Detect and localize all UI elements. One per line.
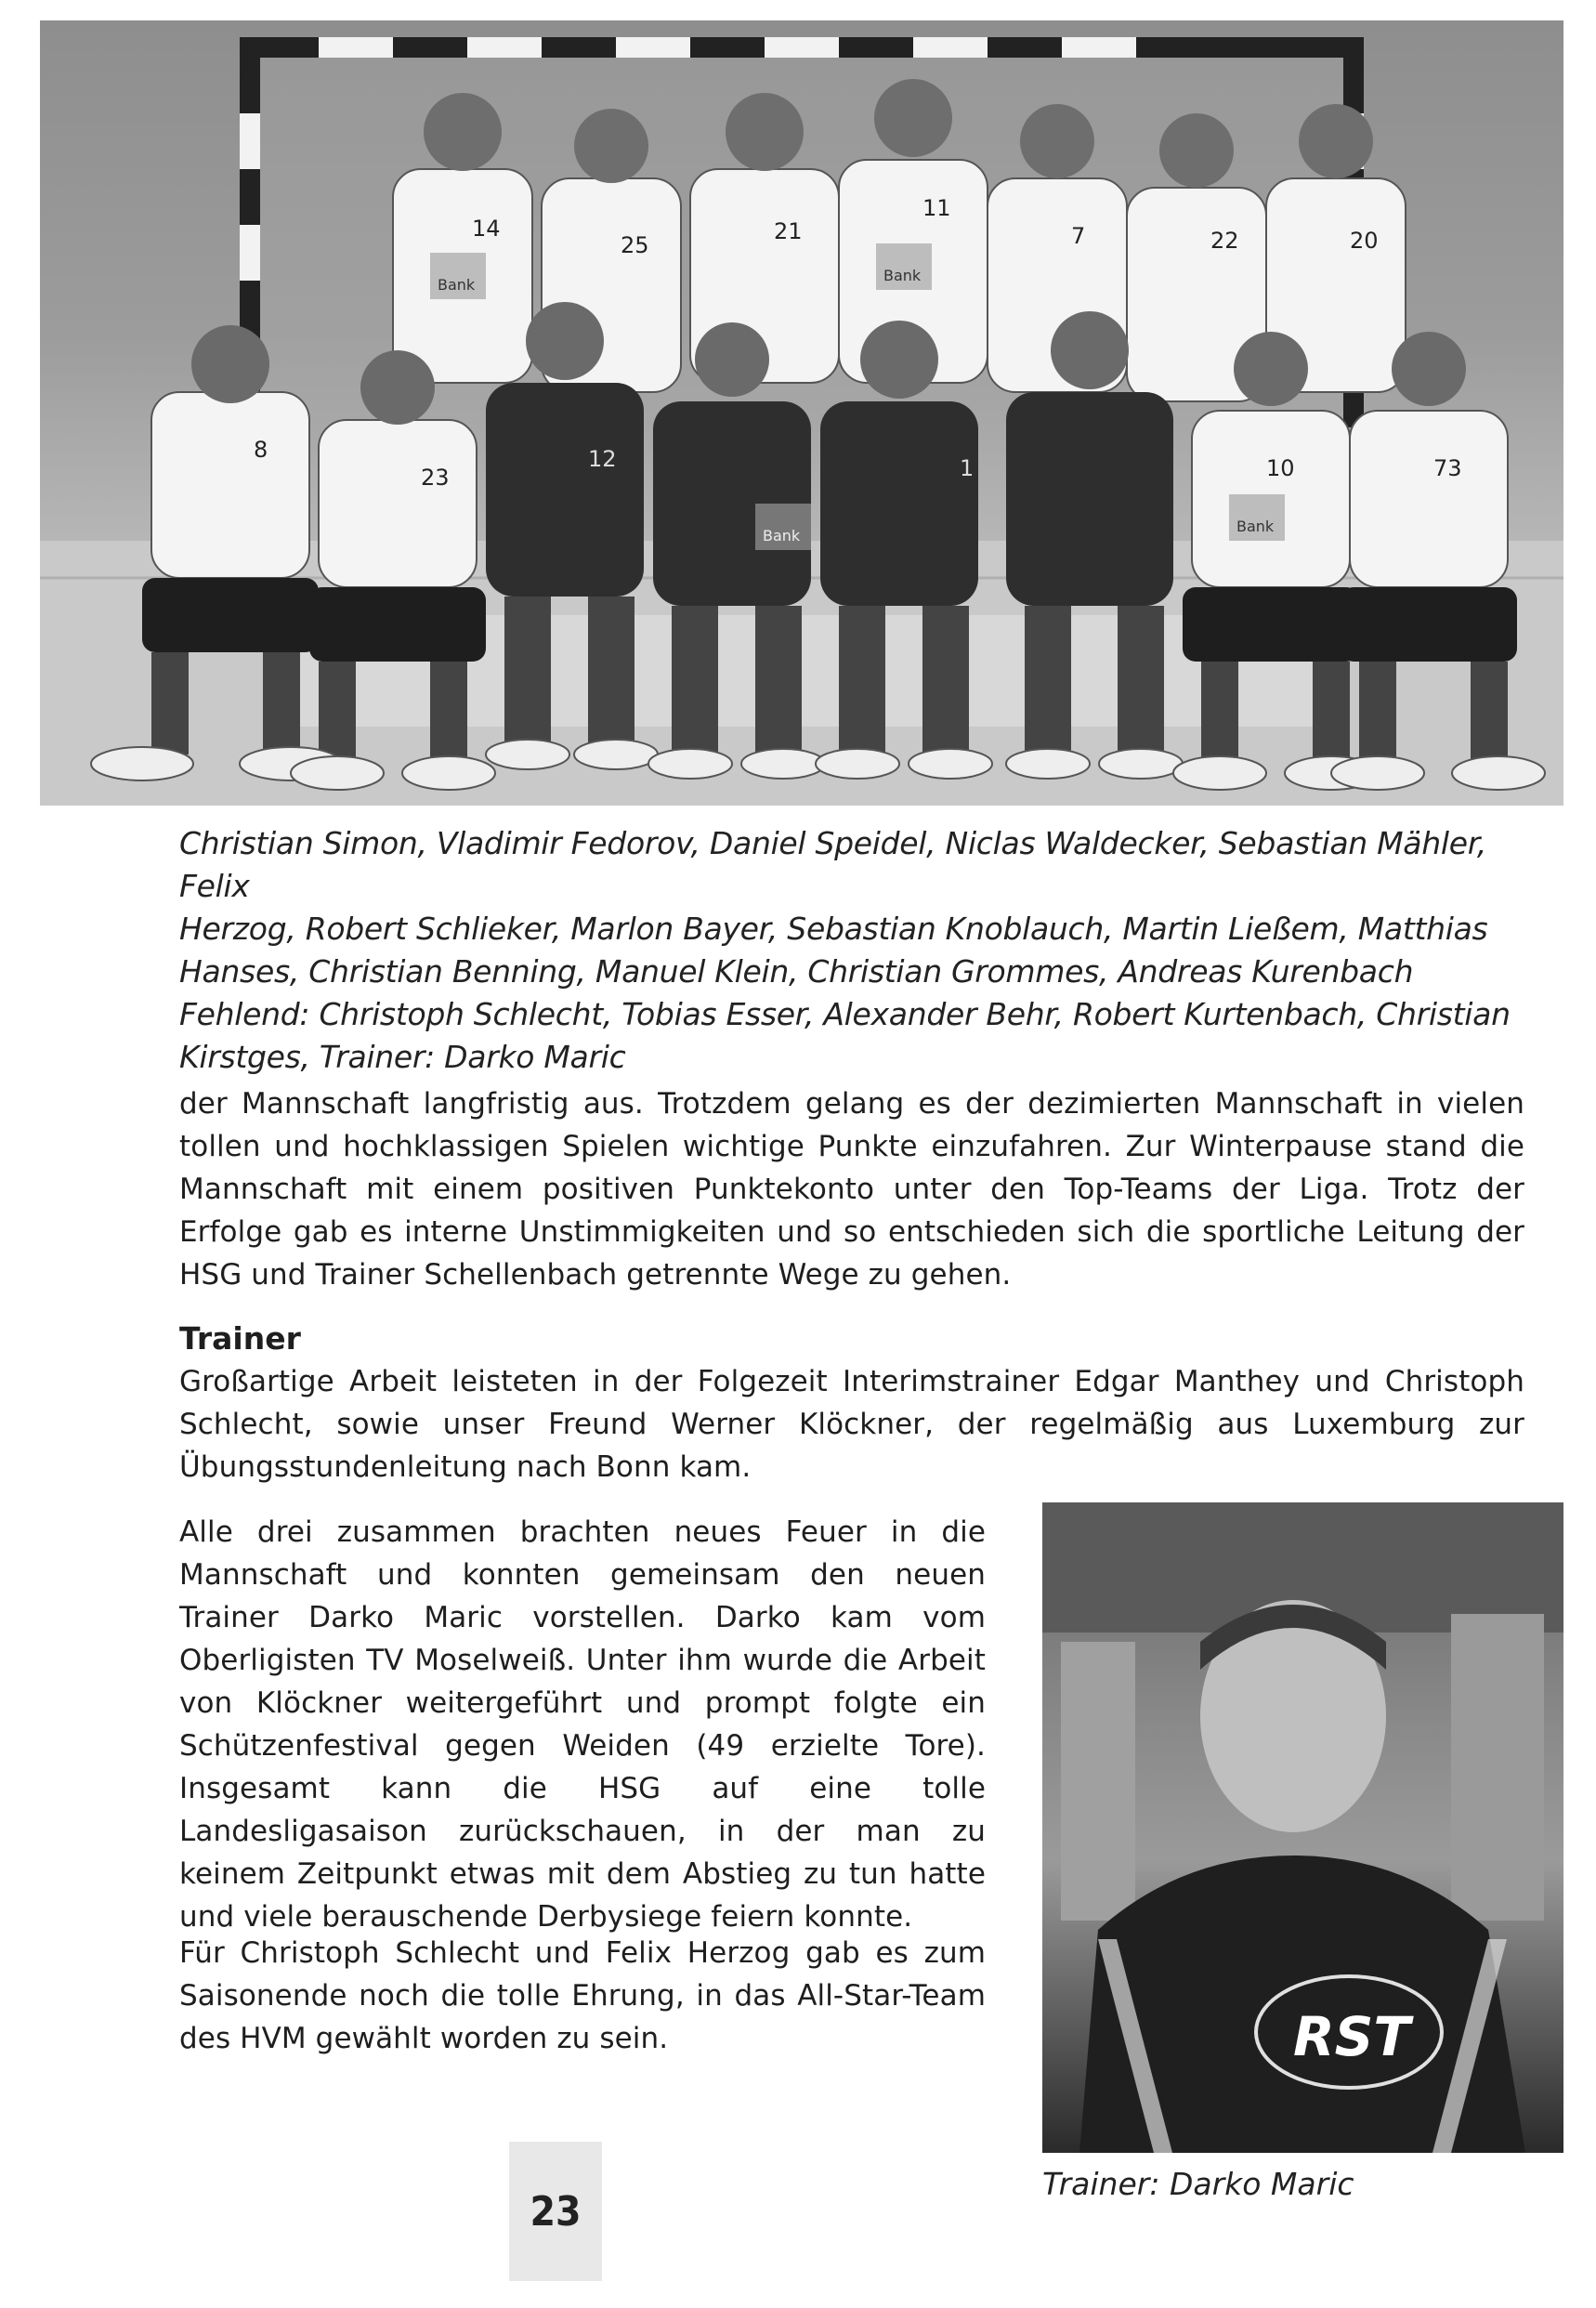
caption-line: Fehlend: Christoph Schlecht, Tobias Esser, Alexander Behr, Robert Kurtenbach, Christian [179, 996, 1511, 1032]
section-heading: Trainer [179, 1320, 301, 1357]
jersey-number: 23 [421, 465, 450, 491]
jersey-number: 11 [922, 195, 951, 221]
shirt-logo-text: RST [1293, 2005, 1410, 2068]
caption-line: Christian Simon, Vladimir Fedorov, Daniel Speidel, Niclas Waldecker, Sebastian Mähler, Felix [179, 825, 1487, 904]
team-photo-caption [179, 822, 1517, 1079]
team-photo [40, 20, 1563, 806]
jersey-number: 25 [621, 232, 649, 258]
sponsor-logo-text: Bank [438, 276, 476, 294]
jersey-number: 8 [254, 437, 268, 463]
body-paragraph: Großartige Arbeit leisteten in der Folgezeit Interimstrainer Edgar Manthey und Christoph Schlecht, sowie unser Freund Werner Klöckner, der regelmäßig aus Luxemburg zur Übungsstundenleitung nach Bonn kam. [179, 1365, 1524, 1484]
jersey-number: 7 [1071, 223, 1086, 249]
body-paragraph: Für Christoph Schlecht und Felix Herzog gab es zum Saisonende noch die tolle Ehrung, in das All-Star-Team des HVM gewählt worden zu sein. [179, 1936, 986, 2055]
caption-line: Herzog, Robert Schlieker, Marlon Bayer, Sebastian Knoblauch, Martin Ließem, Matthias [179, 911, 1488, 947]
caption-line: Hanses, Christian Benning, Manuel Klein, Christian Grommes, Andreas Kurenbach [179, 953, 1414, 990]
team-photo-illustration [40, 20, 1563, 806]
trainer-photo-caption: Trainer: Darko Maric [1042, 2166, 1354, 2202]
sponsor-logo-text: Bank [763, 527, 801, 544]
jersey-number: 73 [1433, 455, 1462, 481]
body-paragraph: der Mannschaft langfristig aus. Trotzdem gelang es der dezimierten Mannschaft in vielen tollen und hochklassigen Spielen wichtige Punkte einzufahren. Zur Winterpause stand die Mannschaft mit einem positiven Punktekonto unter den Top-Teams der Liga. Trotz der Erfolge gab es interne Unstimmigkeiten und so entschieden sich die sportliche Leitung der HSG und Trainer Schellenbach getrennte Wege zu gehen. [179, 1087, 1524, 1292]
jersey-number: 1 [960, 455, 975, 481]
body-paragraph: Alle drei zusammen brachten neues Feuer in die Mannschaft und konnten gemeinsam den neuen Trainer Darko Maric vorstellen. Darko kam vom Oberligisten TV Moselweiß. Unter ihm wurde die Arbeit von Klöckner weitergeführt und prompt folgte ein Schützenfestival gegen Weiden (49 erzielte Tore). Insgesamt kann die HSG auf eine tolle Landesligasaison zurückschauen, in der man zu keinem Zeitpunkt etwas mit dem Abstieg zu tun hatte und viele berauschende Derbysiege feiern konnte. [179, 1515, 986, 1934]
trainer-photo [1042, 1502, 1563, 2153]
sponsor-logo-text: Bank [883, 267, 922, 284]
jersey-number: 14 [472, 216, 501, 242]
caption-line: Kirstges, Trainer: Darko Maric [179, 1039, 626, 1075]
jersey-number: 22 [1210, 228, 1239, 254]
page-number: 23 [509, 2142, 602, 2281]
jersey-number: 10 [1266, 455, 1295, 481]
jersey-number: 20 [1350, 228, 1379, 254]
sponsor-logo-text: Bank [1236, 518, 1275, 535]
jersey-number: 12 [588, 446, 617, 472]
jersey-number: 21 [774, 218, 803, 244]
trainer-photo-illustration [1042, 1502, 1563, 2153]
